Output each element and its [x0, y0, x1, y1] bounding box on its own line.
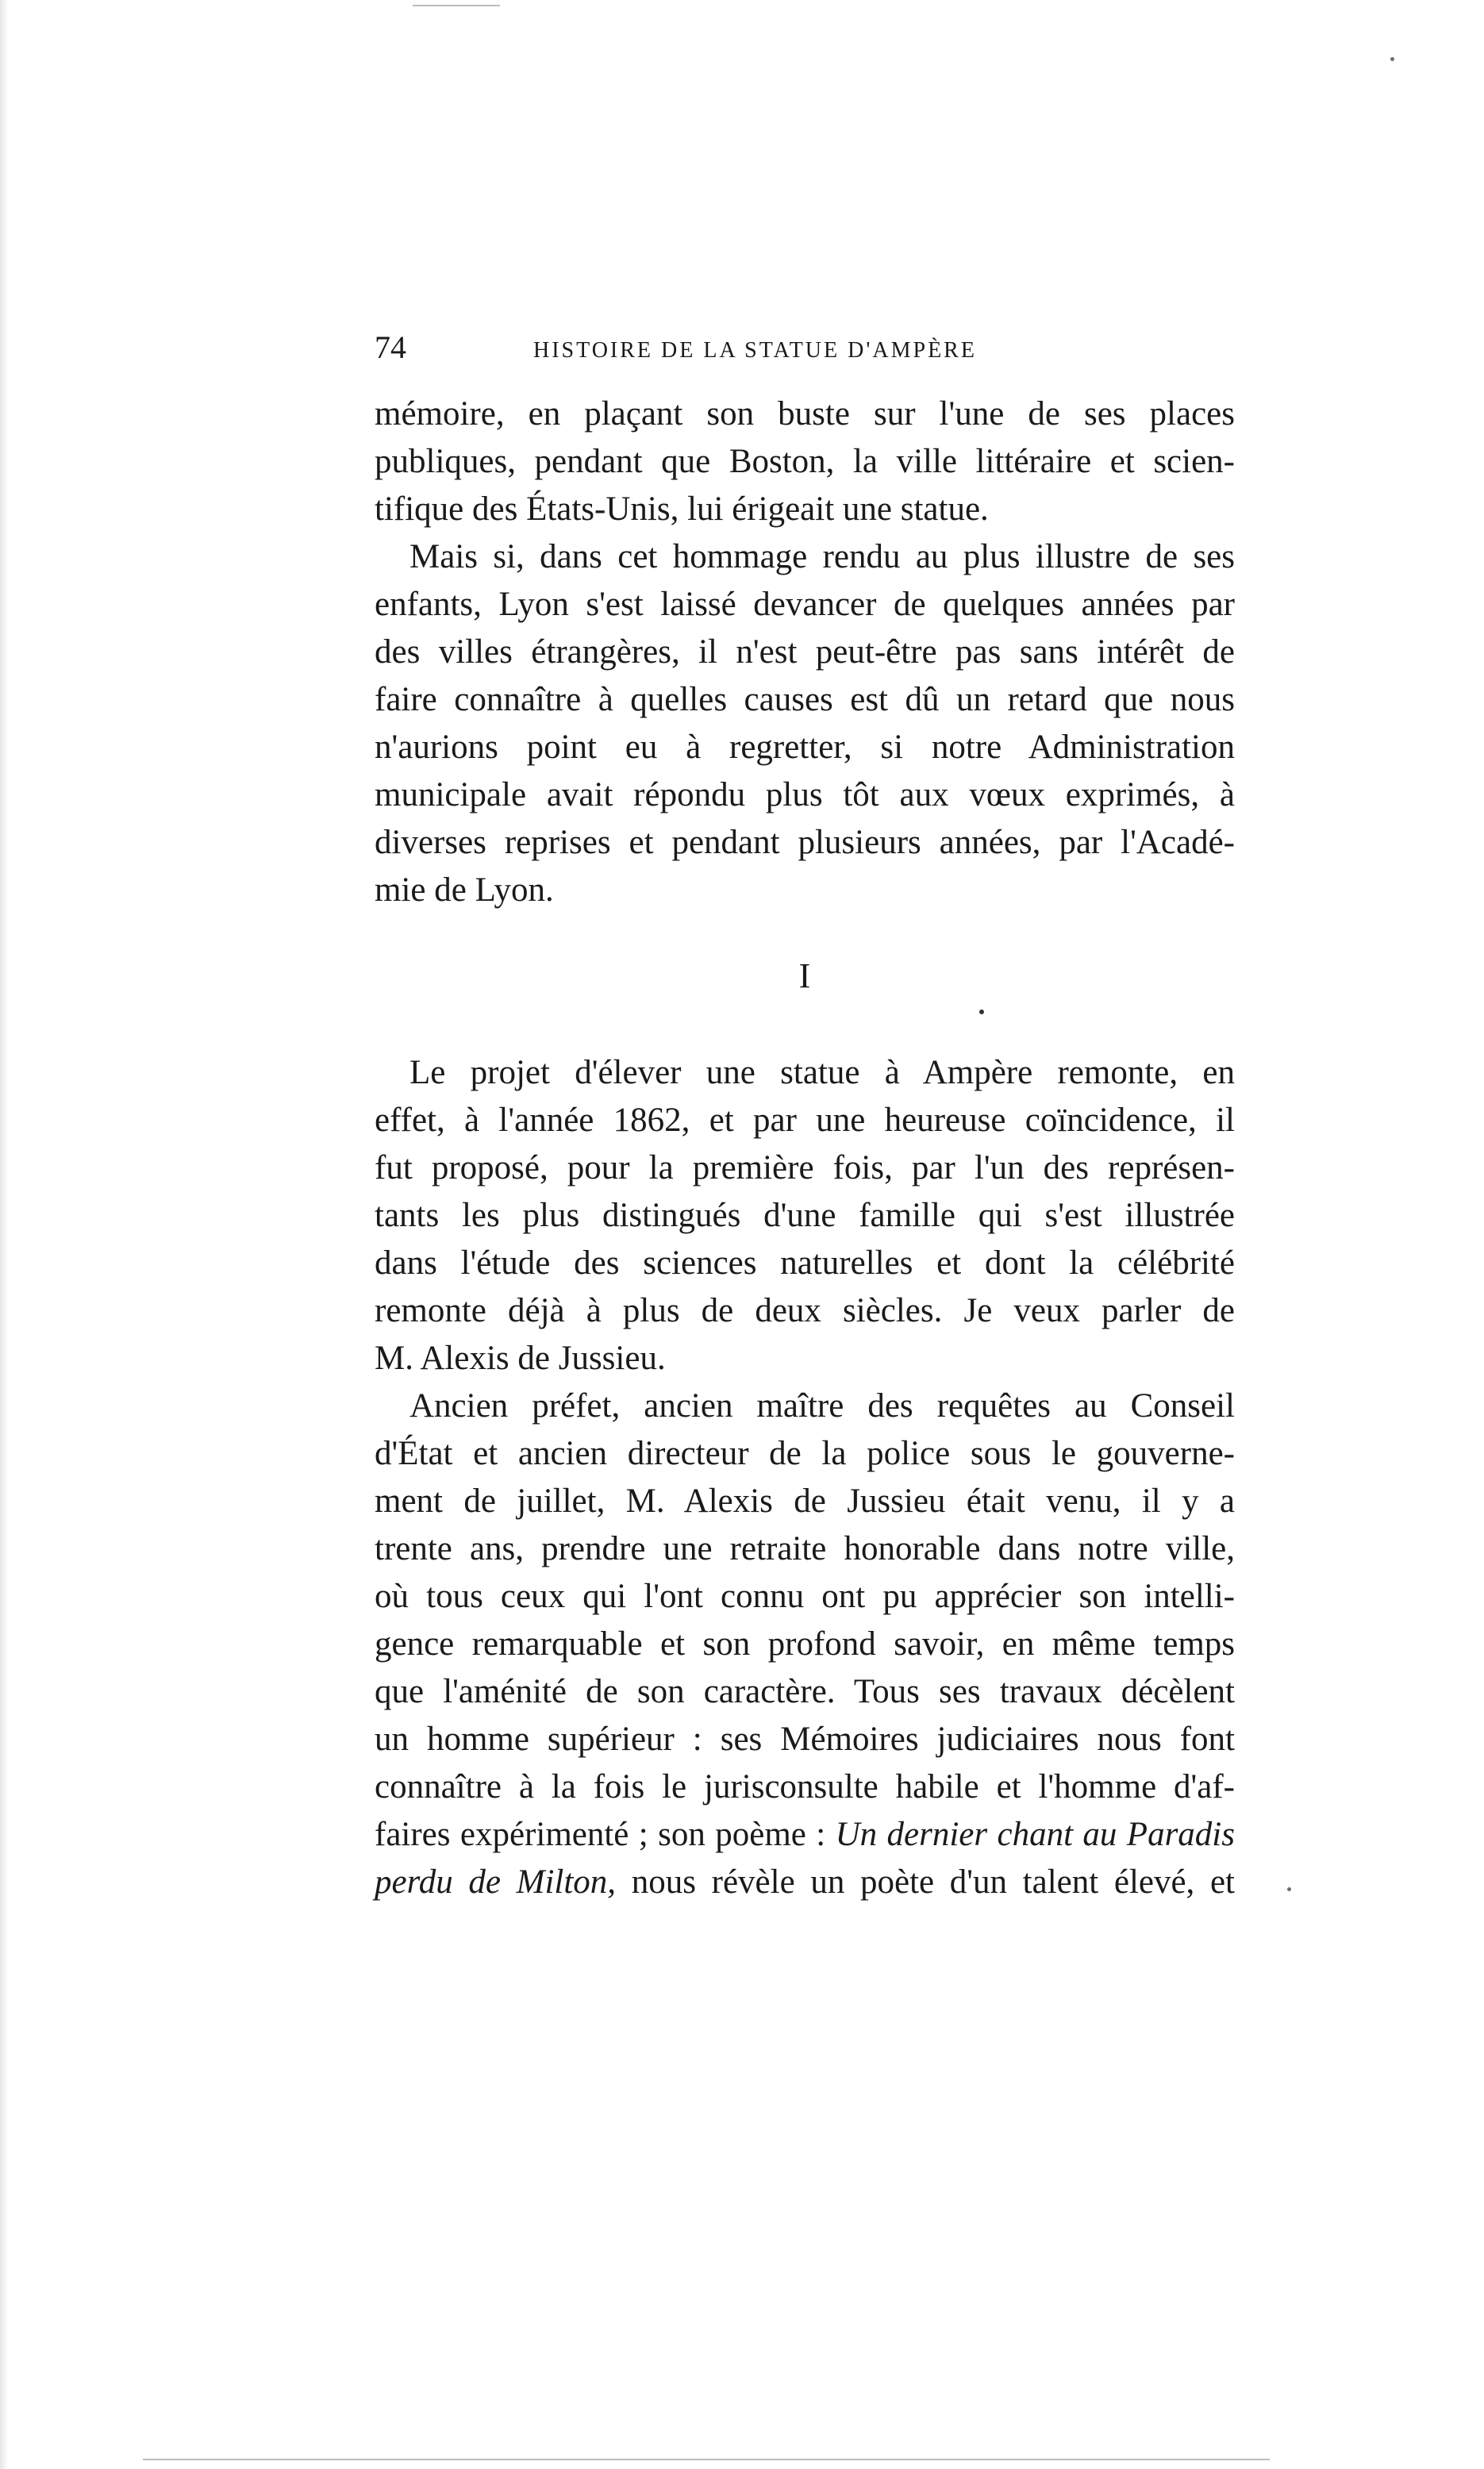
text-line: que l'aménité de son caractère. Tous ses travaux décèlent — [375, 1673, 1235, 1710]
paragraph-4 — [375, 1383, 1235, 1906]
work-title: perdu de Milton, — [375, 1863, 617, 1901]
text-line: Le projet d'élever une statue à Ampère remonte, en — [409, 1054, 1235, 1091]
text-line: un homme supérieur : ses Mémoires judiciaires nous font — [375, 1721, 1235, 1758]
scan-speck — [1287, 1887, 1291, 1891]
text-line: M. Alexis de Jussieu. — [375, 1340, 666, 1377]
text-line: Ancien préfet, ancien maître des requêtes au Conseil — [409, 1387, 1235, 1425]
text-line: faire connaître à quelles causes est dû un retard que nous — [375, 681, 1235, 718]
text-line: dans l'étude des sciences naturelles et dont la célébrité — [375, 1244, 1235, 1282]
scan-speck — [1390, 57, 1394, 61]
text-line: diverses reprises et pendant plusieurs années, par l'Acadé- — [375, 824, 1235, 861]
text-line: tifique des États-Unis, lui érigeait une statue. — [375, 490, 989, 528]
ornament-dot — [979, 1010, 984, 1014]
scan-left-edge — [0, 0, 8, 2469]
work-title: Un dernier chant au Paradis — [835, 1816, 1235, 1853]
text-line: gence remarquable et son profond savoir, en même temps — [375, 1625, 1235, 1663]
text-line: publiques, pendant que Boston, la ville littéraire et scien- — [375, 443, 1235, 480]
text-line: fut proposé, pour la première fois, par l'un des représen- — [375, 1149, 1235, 1186]
paragraph-1 — [375, 390, 1235, 533]
text-line: connaître à la fois le jurisconsulte habile et l'homme d'af- — [375, 1768, 1235, 1806]
text-line: enfants, Lyon s'est laissé devancer de quelques années par — [375, 586, 1235, 623]
text-line-mixed — [375, 1859, 1235, 1906]
text-line: mémoire, en plaçant son buste sur l'une de ses places — [375, 395, 1235, 433]
text-line: Mais si, dans cet hommage rendu au plus illustre de ses — [409, 538, 1235, 575]
text-line-end: nous révèle un poète d'un talent élevé, et — [616, 1863, 1236, 1901]
text-line: effet, à l'année 1862, et par une heureuse coïncidence, il — [375, 1102, 1235, 1139]
scan-top-rule — [413, 5, 500, 6]
text-line: des villes étrangères, il n'est peut-être pas sans intérêt de — [375, 633, 1235, 671]
text-line-start: faires expérimenté ; son poème : — [375, 1816, 826, 1853]
text-line: municipale avait répondu plus tôt aux vœux exprimés, à — [375, 776, 1235, 813]
section-heading: I — [798, 956, 811, 995]
paragraph-3 — [375, 1049, 1235, 1383]
running-head-title: HISTOIRE DE LA STATUE D'AMPÈRE — [533, 338, 977, 363]
text-line: remonte déjà à plus de deux siècles. Je veux parler de — [375, 1292, 1235, 1329]
text-line: ment de juillet, M. Alexis de Jussieu était venu, il y a — [375, 1483, 1235, 1520]
scan-bottom-rule — [143, 2459, 1270, 2460]
text-line: d'État et ancien directeur de la police sous le gouverne- — [375, 1435, 1235, 1472]
text-line: où tous ceux qui l'ont connu ont pu apprécier son intelli- — [375, 1578, 1235, 1615]
text-line: mie de Lyon. — [375, 871, 554, 909]
text-line-mixed — [375, 1811, 1235, 1859]
paragraph-2 — [375, 533, 1235, 914]
text-line: n'aurions point eu à regretter, si notre Administration — [375, 729, 1235, 766]
running-head — [375, 324, 1235, 371]
text-line: trente ans, prendre une retraite honorable dans notre ville, — [375, 1530, 1235, 1567]
page-number: 74 — [375, 329, 406, 365]
text-line: tants les plus distingués d'une famille qui s'est illustrée — [375, 1197, 1235, 1234]
